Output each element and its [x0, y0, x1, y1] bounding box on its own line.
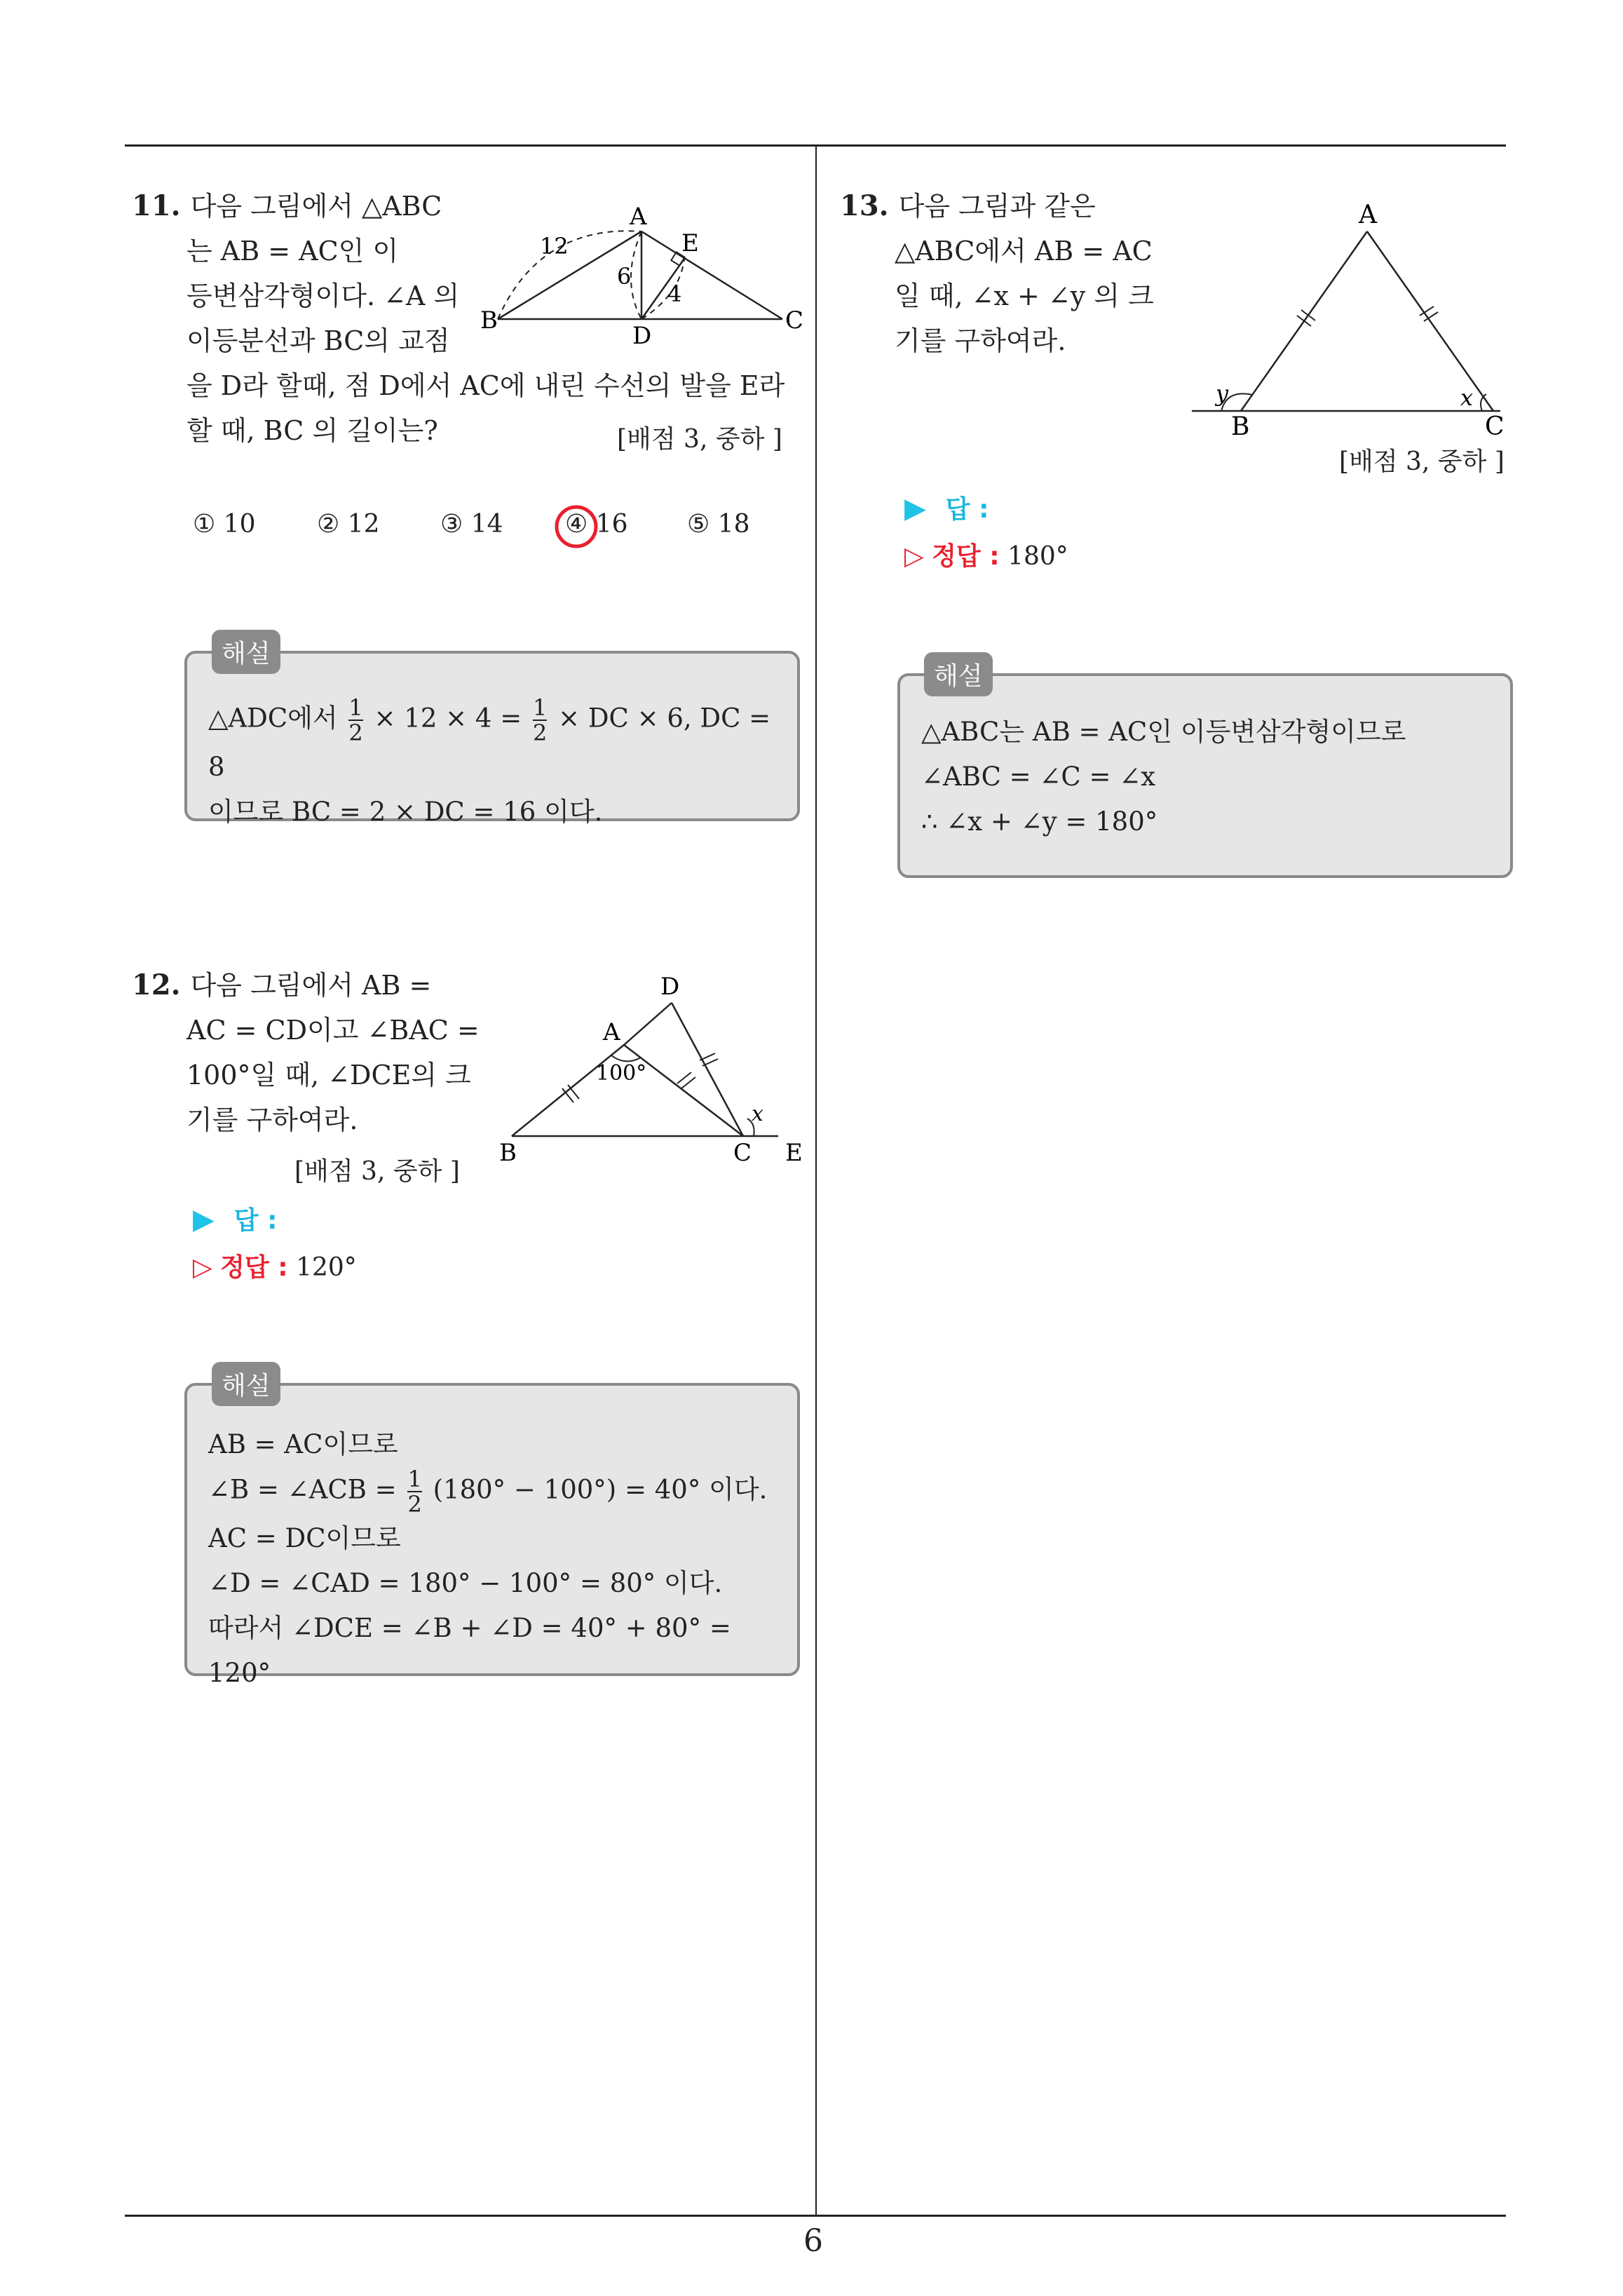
q11-len-de: 4 [667, 281, 682, 307]
q11-number: 11. [132, 189, 181, 222]
q12-label-b: B [499, 1139, 517, 1167]
answer-arrow-icon: ▶ [193, 1203, 215, 1236]
q13-figure [1185, 196, 1521, 435]
correct-arrow-icon: ▷ [904, 542, 924, 571]
q13-label-b: B [1231, 412, 1250, 435]
q11-choice-3[interactable]: ③ 14 [440, 510, 503, 539]
q12-label-e: E [785, 1139, 803, 1167]
q11-sol-half-b: $\frac{1}{2}$ [532, 694, 548, 746]
q12-solution-tag: 해설 [212, 1362, 280, 1406]
q12-label-d: D [660, 975, 680, 1001]
q11-solution-tag: 해설 [212, 630, 280, 674]
q12-number: 12. [132, 968, 181, 1001]
q12-text: 12. 다음 그림에서 AB = AC = CD이고 ∠BAC = 100°일 때, ∠DCE의 크 기를 구하여라. [132, 968, 480, 1135]
bottom-rule [125, 2215, 1506, 2217]
q11-len-ab: 12 [540, 233, 569, 259]
column-divider [815, 144, 817, 2217]
q11-label-e: E [681, 229, 699, 257]
q13-score: [배점 3, 중하 ] [1339, 447, 1505, 476]
q11-sol-line2: 이므로 BC = 2 × DC = 16 이다. [208, 797, 603, 827]
q13-correct-row: ▷ 정답 : 180° [904, 542, 1068, 571]
q11-choice-5[interactable]: ⑤ 18 [687, 510, 750, 539]
q12-sol-half: $\frac{1}{2}$ [407, 1466, 422, 1518]
page-number: 6 [803, 2223, 823, 2259]
q13-solution-box: △ABC는 AB = AC인 이등변삼각형이므로 ∠ABC = ∠C = ∠x ∴ ∠x + ∠y = 180° [897, 673, 1513, 878]
q12-correct-row: ▷ 정답 : 120° [193, 1253, 357, 1282]
q13-number: 13. [840, 189, 889, 222]
q11-choice-4[interactable]: ④ 16 [565, 510, 628, 539]
q11-label-c: C [785, 306, 804, 335]
q12-label-a: A [603, 1018, 620, 1046]
q12-label-c: C [733, 1139, 752, 1167]
q12-x-label: x [752, 1102, 763, 1126]
q11-score: [배점 3, 중하 ] [617, 425, 782, 454]
q13-answer-row: ▶ 답 : [904, 492, 989, 525]
q12-correct-value: 120° [296, 1253, 357, 1282]
q11-choice-1[interactable]: ① 10 [193, 510, 256, 539]
answer-arrow-icon: ▶ [904, 492, 926, 525]
q11-label-b: B [480, 306, 498, 335]
q12-solution-box: AB = AC이므로 ∠B = ∠ACB = $\frac{1}{2}$ (180° − 100°) = 40° 이다. AC = DC이므로 ∠D = ∠CAD = 180° − 100° = 80° 이다. 따라서 ∠DCE = ∠B + ∠D = 40° + 80° = 120° [184, 1383, 800, 1676]
q12-answer-row: ▶ 답 : [193, 1203, 278, 1236]
q12-figure [491, 975, 813, 1171]
q13-label-c: C [1485, 412, 1505, 435]
q11-label-a: A [630, 203, 647, 231]
q11-sol-half-a: $\frac{1}{2}$ [348, 694, 363, 746]
q11-label-d: D [632, 322, 652, 350]
q13-x-label: x [1460, 384, 1474, 411]
q11-sol-line1: △ADC에서 $\frac{1}{2}$ × 12 × 4 = $\frac{1}{2}$ × DC × 6, DC = 8 [208, 694, 771, 782]
q13-y-label: y [1216, 380, 1229, 407]
q11-selected-circle [551, 501, 602, 552]
q11-figure [477, 196, 806, 351]
q13-text: 13. 다음 그림과 같은 △ABC에서 AB = AC 일 때, ∠x + ∠y 의 크 기를 구하여라. [840, 189, 1154, 356]
q11-text: 11. 다음 그림에서 △ABC 는 AB = AC인 이 등변삼각형이다. ∠A 의 이등분선과 BC의 교점 을 D라 할때, 점 D에서 AC에 내린 수선의 발을 E라 할 때, BC 의 길이는? [132, 189, 785, 446]
q13-label-a: A [1359, 201, 1377, 229]
q11-len-ad: 6 [617, 263, 632, 290]
q13-solution-tag: 해설 [924, 652, 993, 696]
correct-arrow-icon: ▷ [193, 1253, 212, 1282]
q12-angle-label: 100° [596, 1061, 647, 1086]
q12-score: [배점 3, 중하 ] [294, 1157, 460, 1186]
q13-correct-value: 180° [1007, 542, 1068, 571]
q11-choice-2[interactable]: ② 12 [317, 510, 380, 539]
q11-solution-box [184, 651, 800, 827]
